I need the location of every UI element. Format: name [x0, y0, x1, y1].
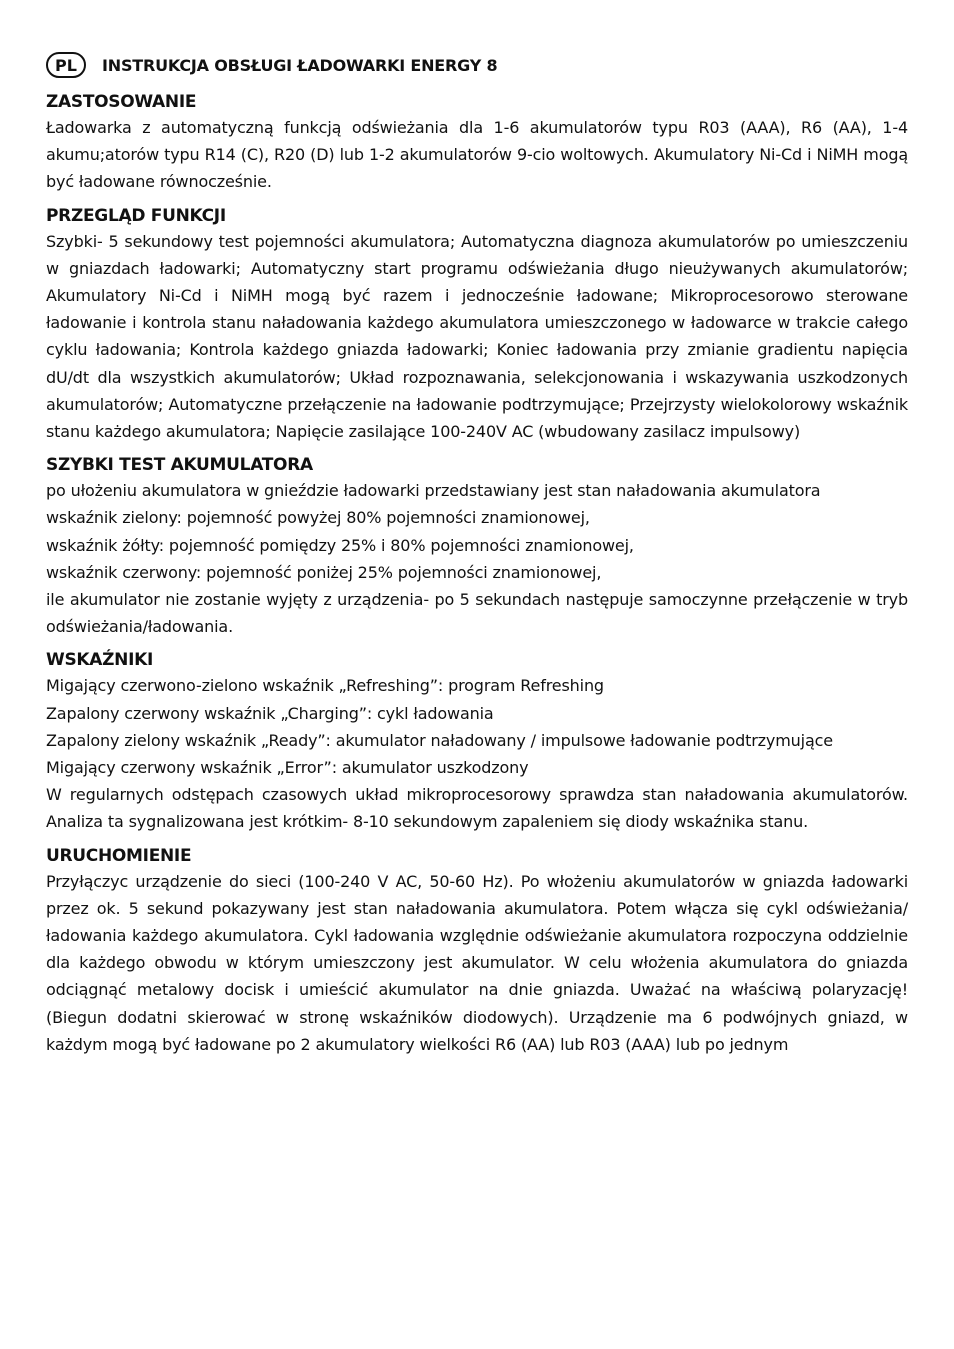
section-heading: PRZEGLĄD FUNKCJI [46, 205, 226, 226]
section-heading: URUCHOMIENIE [46, 845, 192, 866]
charging-indicator-text: Zapalony czerwony wskaźnik „Charging”: cykl ładowania [46, 703, 494, 723]
language-badge: PL [46, 52, 86, 78]
periodic-check-text: W regularnych odstępach czasowych układ mikroprocesorowy sprawdza stan naładowania akumulatorów. Analiza ta sygnalizowana jest krótkim- 8-10 sekundowym zapaleniem się diody wskaźnika stanu. [46, 785, 908, 832]
document-header [46, 48, 908, 82]
section-text: Ładowarka z automatyczną funkcją odświeżania dla 1-6 akumulatorów typu R03 (AAA), R6 (AA), 1-4 akumu;atorów typu R14 (C), R20 (D) lub 1-2 akumulatorów 9-cio woltowych. Akumulatory Ni-Cd i NiMH mogą być ładowane równocześnie. [46, 118, 908, 192]
test-intro: po ułożeniu akumulatora w gnieździe ładowarki przedstawiany jest stan naładowania akumulatora [46, 481, 821, 501]
section-przeglad-funkcji [46, 204, 908, 446]
section-heading: ZASTOSOWANIE [46, 92, 197, 112]
ready-indicator-text: Zapalony zielony wskaźnik „Ready”: akumulator naładowany / impulsowe ładowanie podtrzymujące [46, 730, 833, 750]
indicator-green-text: wskaźnik zielony: pojemność powyżej 80% pojemności znamionowej, [46, 508, 590, 528]
section-heading: WSKAŹNIKI [46, 650, 154, 671]
section-zastosowanie [46, 90, 908, 196]
error-indicator-text: Migający czerwony wskaźnik „Error”: akumulator uszkodzony [46, 758, 529, 778]
section-uruchomienie [46, 844, 908, 1058]
section-text: Szybki- 5 sekundowy test pojemności akumulatora; Automatyczna diagnoza akumulatorów po umieszczeniu w gniazdach ładowarki; Automatyczny start programu odświeżania długo nieużywanych akumulatorów; Akumulatory Ni-Cd i NiMH mogą być razem i jednocześnie ładowane; Mikroprocesorowo sterowane ładowanie i kontrola stanu naładowania każdego akumulatora umieszczonego w ładowarce w trakcie całego cyklu ładowania; Kontrola każdego gniazda ładowarki; Koniec ładowania przy zmianie gradientu napięcia dU/dt dla wszystkich akumulatorów; Układ rozpoznawania, selekcjonowania i wskazywania uszkodzonych akumulatorów; Automatyczne przełączenie na ładowanie podtrzymujące; Przejrzysty wielokolorowy wskaźnik stanu każdego akumulatora; Napięcie zasilające 100-240V AC (wbudowany zasilacz impulsowy) [46, 231, 908, 442]
section-wskazniki [46, 648, 908, 835]
indicator-yellow-text: wskaźnik żółty: pojemność pomiędzy 25% i 80% pojemności znamionowej, [46, 535, 634, 555]
refreshing-indicator-text: Migający czerwono-zielono wskaźnik „Refreshing”: program Refreshing [46, 676, 604, 696]
indicator-red-text: wskaźnik czerwony: pojemność poniżej 25% pojemności znamionowej, [46, 562, 602, 582]
section-text: Przyłączyc urządzenie do sieci (100-240 V AC, 50-60 Hz). Po włożeniu akumulatorów w gniazda ładowarki przez ok. 5 sekund pokazywany jest stan naładowania akumulatora. Potem włącza się cykl odświeżania/ładowania każdego akumulatora. Cykl ładowania względnie odświeżanie akumulatora rozpoczyna oddzielnie dla każdego obwodu w którym umieszczony jest akumulator. W celu włożenia akumulatora do gniazda odciągnąć metalowy docisk i umieścić akumulator na dnie gniazda. Uważać na właściwą polaryzację! (Biegun dodatni skierować w stronę wskaźników diodowych). Urządzenie ma 6 podwójnych gniazd, w każdym mogą być ładowane po 2 akumulatory wielkości R6 (AA) lub R03 (AAA) lub po jednym [46, 871, 908, 1054]
section-szybki-test [46, 453, 908, 640]
section-heading: SZYBKI TEST AKUMULATORA [46, 455, 313, 476]
document-title: INSTRUKCJA OBSŁUGI ŁADOWARKI ENERGY 8 [102, 55, 498, 75]
test-outro: ile akumulator nie zostanie wyjęty z urządzenia- po 5 sekundach następuje samoczynne przełączenie w tryb odświeżania/ładowania. [46, 590, 908, 637]
document-page [46, 48, 908, 1058]
